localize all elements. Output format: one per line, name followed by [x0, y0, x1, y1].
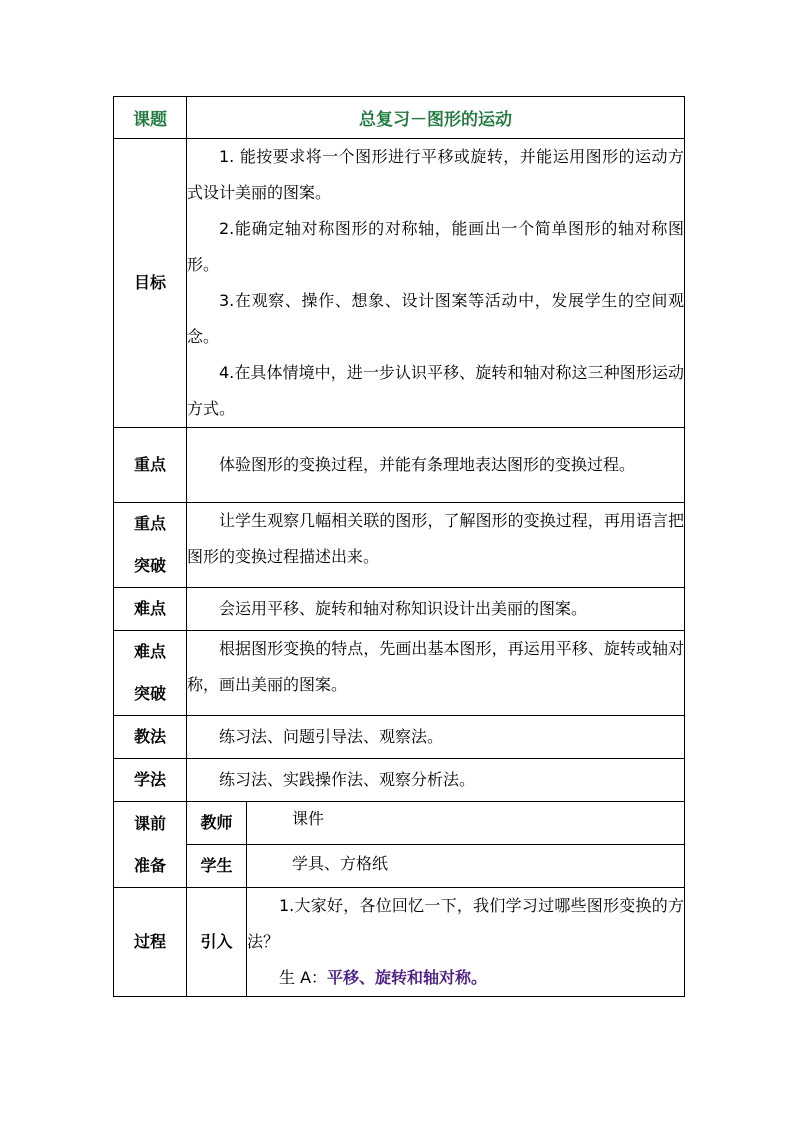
- learning-method-label: 学法: [114, 759, 187, 802]
- key-breakthrough-row: [114, 503, 685, 588]
- learning-method-text: 练习法、实践操作法、观察分析法。: [219, 770, 476, 789]
- goals-content: [187, 139, 685, 428]
- goal-item: 4.在具体情境中，进一步认识平移、旋转和轴对称这三种图形运动方式。: [187, 363, 684, 418]
- teaching-method-text: 练习法、问题引导法、观察法。: [219, 727, 444, 746]
- teacher-materials: 课件: [247, 802, 685, 845]
- teaching-method-label: 教法: [114, 716, 187, 759]
- difficulty-breakthrough-label: 难点 突破: [114, 631, 187, 716]
- lesson-title: 总复习－图形的运动: [187, 97, 685, 139]
- preparation-student-row: [114, 845, 685, 888]
- learning-method-row: [114, 759, 685, 802]
- difficulty-label: 难点: [114, 588, 187, 631]
- student-label: 学生: [187, 845, 247, 888]
- difficulty-row: [114, 588, 685, 631]
- process-answer: 生 A：平移、旋转和轴对称。: [279, 968, 488, 987]
- preparation-label: 课前 准备: [114, 802, 187, 888]
- goal-item: 1. 能按要求将一个图形进行平移或旋转，并能运用图形的运动方式设计美丽的图案。: [187, 147, 684, 202]
- key-point-text: 体验图形的变换过程，并能有条理地表达图形的变换过程。: [219, 455, 636, 474]
- goal-item: 3.在观察、操作、想象、设计图案等活动中，发展学生的空间观念。: [187, 291, 684, 346]
- preparation-teacher-row: [114, 802, 685, 845]
- answer-highlight: 平移、旋转和轴对称。: [327, 968, 488, 987]
- difficulty-breakthrough-text: 根据图形变换的特点，先画出基本图形，再运用平移、旋转或轴对称，画出美丽的图案。: [187, 639, 684, 694]
- goal-item: 2.能确定轴对称图形的对称轴，能画出一个简单图形的轴对称图形。: [187, 219, 684, 274]
- key-point-row: [114, 428, 685, 503]
- goals-label: 目标: [114, 139, 187, 428]
- process-row: [114, 888, 685, 997]
- title-row: [114, 97, 685, 139]
- process-content: [247, 888, 685, 997]
- teaching-method-row: [114, 716, 685, 759]
- key-breakthrough-text: 让学生观察几幅相关联的图形，了解图形的变换过程，再用语言把图形的变换过程描述出来。: [187, 511, 684, 566]
- process-question: 1.大家好，各位回忆一下，我们学习过哪些图形变换的方法？: [247, 896, 684, 951]
- difficulty-breakthrough-row: [114, 631, 685, 716]
- student-materials: 学具、方格纸: [247, 845, 685, 888]
- stage-label: 引入: [187, 888, 247, 997]
- process-label: 过程: [114, 888, 187, 997]
- teacher-label: 教师: [187, 802, 247, 845]
- lesson-plan-table: [113, 96, 685, 997]
- topic-label: 课题: [114, 97, 187, 139]
- difficulty-text: 会运用平移、旋转和轴对称知识设计出美丽的图案。: [219, 599, 588, 618]
- key-breakthrough-label: 重点 突破: [114, 503, 187, 588]
- goals-row: [114, 139, 685, 428]
- key-point-label: 重点: [114, 428, 187, 503]
